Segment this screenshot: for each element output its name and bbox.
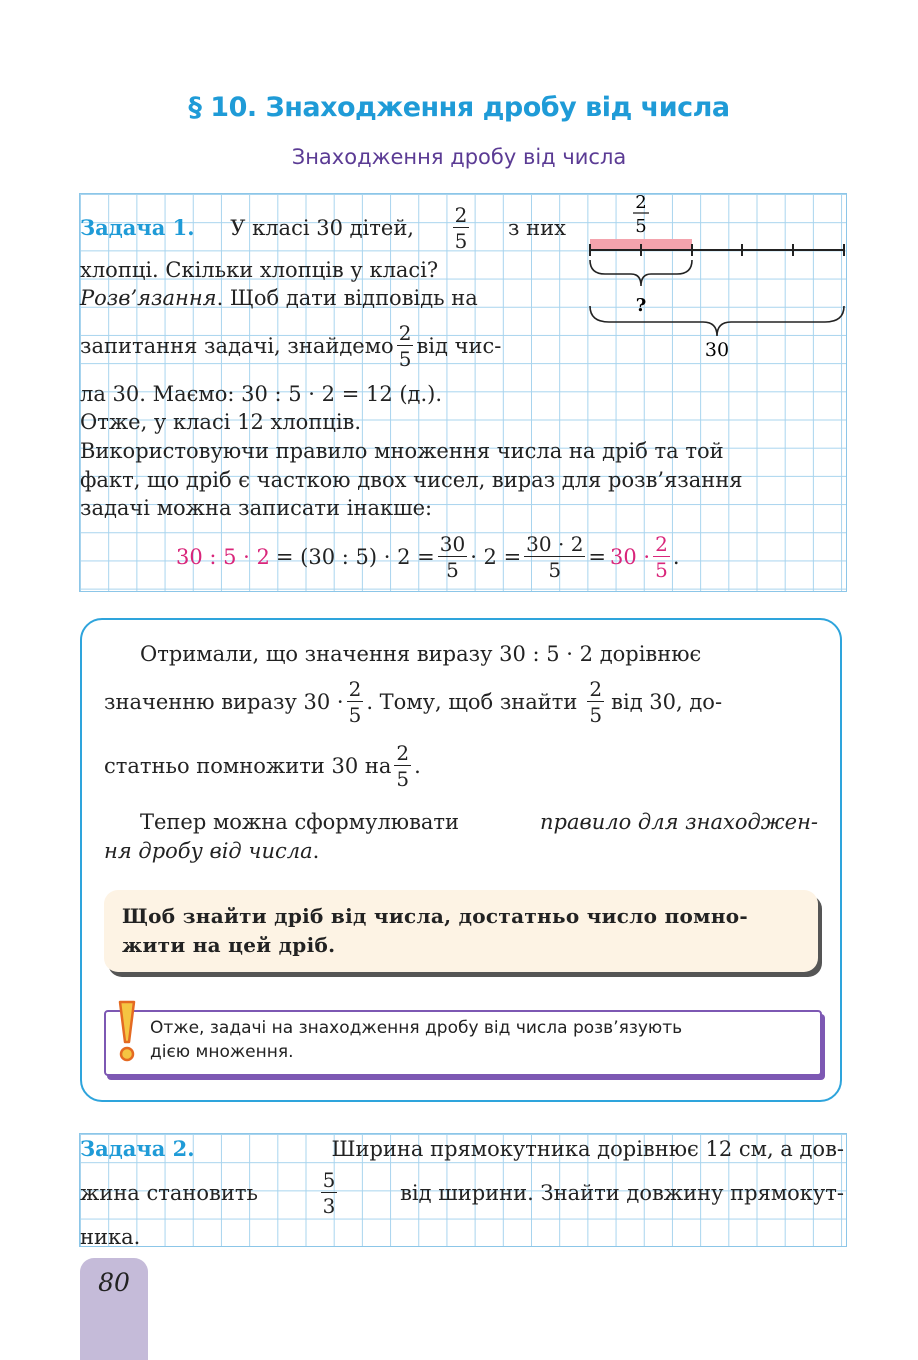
task1-para-line1: Використовуючи правило множення числа на дріб та той — [80, 439, 724, 463]
formula-eq2: = — [588, 545, 607, 569]
solution-label: Розв’язання — [80, 286, 217, 310]
subsection-title: Знаходження дробу від числа — [291, 145, 627, 169]
formula-rhs-int: 30 · — [610, 545, 651, 569]
exclamation-icon — [112, 998, 142, 1064]
task1-formula — [176, 526, 680, 588]
formula-end: . — [672, 545, 680, 569]
box-p1-line3: статньо помножити 30 на $\frac{2}{5}$ . — [104, 741, 421, 791]
page-number: 80 — [98, 1268, 130, 1297]
task1-line4: запитання задачі, знайдемо $\frac{2}{5}$ від чис- — [80, 321, 502, 371]
formula-fraction-30-5: $\frac{30}{5}$ — [439, 532, 466, 582]
rule-box — [104, 890, 818, 972]
formula-eq1: = (30 : 5) · 2 = — [275, 545, 435, 569]
note-box — [104, 1010, 822, 1076]
task2-line3: ника. — [80, 1225, 141, 1249]
fraction-2-5: $\frac{2}{5}$ — [454, 203, 468, 253]
fraction-2-5: $\frac{2}{5}$ — [589, 677, 603, 727]
fraction-2-5: $\frac{2}{5}$ — [398, 321, 412, 371]
task1-line1 — [80, 203, 566, 253]
rule-text: Щоб знайти дріб від числа, достатньо число помно- жити на цей дріб. — [122, 904, 749, 957]
formula-fraction-60-5: $\frac{30 \cdot 2}{5}$ — [526, 532, 584, 582]
fraction-5-3: $\frac{5}{3}$ — [322, 1168, 336, 1218]
task2-line2: жина становить $\frac{5}{3}$ від ширини. Знайти довжину прямокут- — [80, 1168, 844, 1218]
formula-rhs-fraction: $\frac{2}{5}$ — [655, 532, 668, 582]
task1-para-line2: факт, що дріб є часткою двох чисел, вираз для розв’язання — [80, 468, 743, 492]
task1-text1: У класі 30 дітей, — [230, 216, 414, 240]
task1-label: Задача 1. — [80, 215, 195, 240]
task2-line1: Задача 2. Ширина прямокутника дорівнює 12 см, а дов- — [80, 1136, 844, 1161]
box-p1-line1: Отримали, що значення виразу 30 : 5 · 2 дорівнює — [140, 642, 702, 666]
box-p2-line1: Тепер можна сформулювати правило для знаходжен- — [140, 810, 818, 834]
segment-diagram — [585, 192, 850, 362]
formula-lhs: 30 : 5 · 2 — [176, 545, 270, 569]
diagram-fraction-den: 5 — [635, 216, 647, 237]
task1-block — [80, 203, 566, 253]
fraction-2-5: $\frac{2}{5}$ — [348, 677, 362, 727]
diagram-large-brace — [590, 306, 844, 336]
page-number-tab — [80, 1258, 148, 1360]
task1-text2: з них — [508, 216, 566, 240]
fraction-2-5: $\frac{2}{5}$ — [396, 741, 410, 791]
task1-line5: ла 30. Маємо: 30 : 5 · 2 = 12 (д.). — [80, 382, 443, 406]
box-p1-line2: значенню виразу 30 · $\frac{2}{5}$ . Тому, щоб знайти $\frac{2}{5}$ від 30, до- — [104, 677, 723, 727]
diagram-total: 30 — [704, 339, 730, 361]
task1-para-line3: задачі можна записати інакше: — [80, 496, 433, 520]
diagram-small-brace — [590, 260, 692, 286]
box-p2-line2: ня дробу від числа. — [104, 839, 320, 863]
task2-label: Задача 2. — [80, 1136, 195, 1161]
note-text: Отже, задачі на знаходження дробу від числа розв’язують дією множення. — [150, 1018, 683, 1062]
task1-line3: Розв’язання. Щоб дати відповідь на — [80, 286, 478, 310]
diagram-question-mark: ? — [635, 295, 647, 316]
task1-line6: Отже, у класі 12 хлопців. — [80, 410, 362, 434]
section-title: § 10. Знаходження дробу від числа — [188, 92, 730, 123]
formula-mid: · 2 = — [470, 545, 522, 569]
task1-line2: хлопці. Скільки хлопців у класі? — [80, 258, 439, 282]
diagram-fraction-num: 2 — [635, 192, 647, 213]
